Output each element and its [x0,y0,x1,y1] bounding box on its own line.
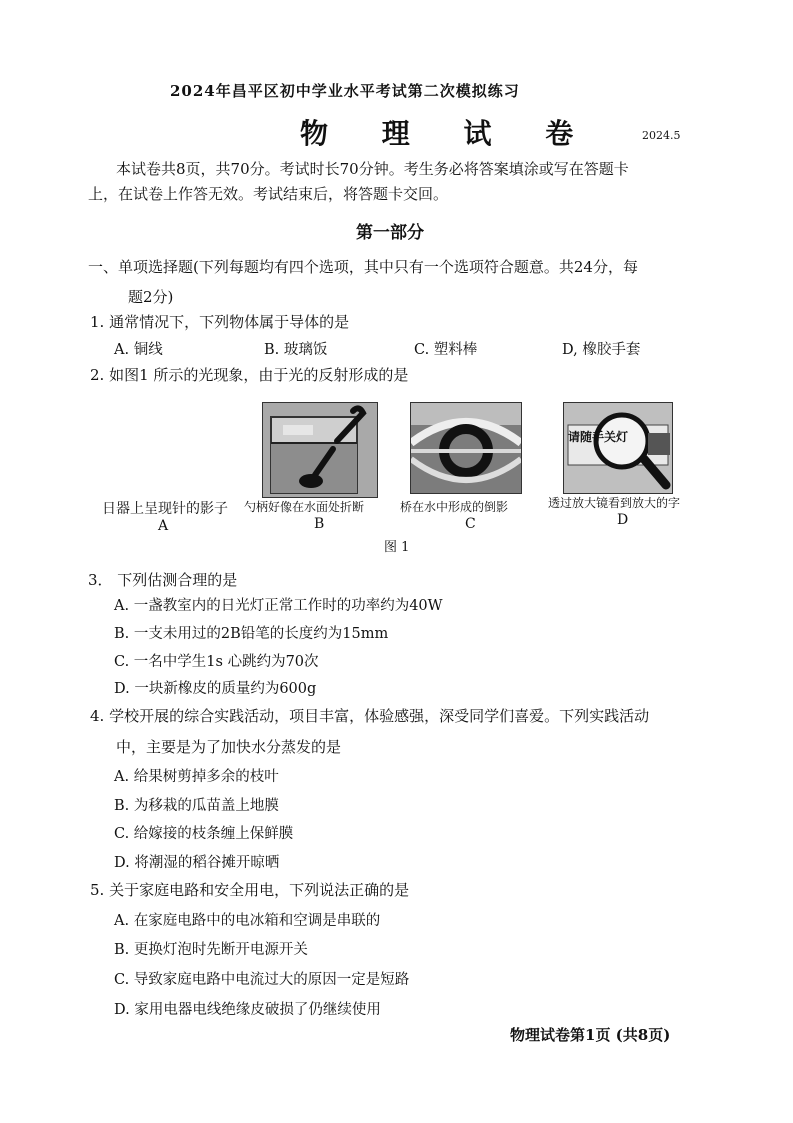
figure-d-magnifier-sign [563,402,673,494]
letter-c: C [465,516,476,532]
caption-b: 勺柄好像在水面处折断 [244,500,365,514]
part-title: 第一部分 [356,223,424,243]
spoon-glass-icon [263,403,377,497]
q5-option-a: A. 在家庭电路中的电冰箱和空调是串联的 [114,913,381,929]
section-heading-line-2: 题2分) [128,288,174,306]
exam-date: 2024.5 [642,129,681,142]
figure-c-bridge-reflection [410,402,522,494]
q2-stem: 2. 如图1 所示的光现象，由于光的反射形成的是 [90,366,409,384]
q3-option-a: A. 一盏教室内的日光灯正常工作时的功率约为40W [114,598,443,614]
q3-option-b: B. 一支未用过的2B铅笔的长度约为15mm [114,626,389,642]
q5-option-c: C. 导致家庭电路中电流过大的原因一定是短路 [114,972,410,988]
q3-stem: 3． 下列估测合理的是 [88,571,238,589]
q4-option-a: A. 给果树剪掉多余的枝叶 [114,769,279,785]
letter-b: B [314,516,325,532]
figure-b-spoon-in-water [262,402,378,498]
q3-option-d: D. 一块新橡皮的质量约为600g [114,681,317,697]
q1-stem: 1. 通常情况下，下列物体属于导体的是 [90,313,350,331]
q5-option-d: D. 家用电器电线绝缘皮破损了仍继续使用 [114,1002,381,1018]
caption-d: 透过放大镜看到放大的字 [548,496,681,510]
figure-label: 图 1 [384,540,410,555]
section-heading-line-1: 一、单项选择题(下列每题均有四个选项，其中只有一个选项符合题意。共24分，每 [88,258,638,276]
magnifier-icon [564,403,672,493]
page-footer: 物理试卷第1页 (共8页) [510,1026,671,1044]
q1-option-b: B. 玻璃饭 [264,342,328,358]
q1-option-d: D, 橡胶手套 [562,342,641,358]
q5-stem: 5. 关于家庭电路和安全用电，下列说法正确的是 [90,881,410,899]
subject-title: 物 理 试 卷 [300,117,596,150]
q4-stem-line-2: 中，主要是为了加快水分蒸发的是 [116,738,342,756]
q4-option-b: B. 为移栽的瓜苗盖上地膜 [114,798,279,814]
caption-a: 日器上呈现针的影子 [102,501,228,517]
q4-option-d: D. 将潮湿的稻谷摊开晾晒 [114,855,280,871]
letter-a: A [158,518,169,534]
intro-line-1: 本试卷共8页，共70分。考试时长70分钟。考生务必将答案填涂或写在答题卡 [116,160,629,178]
q5-option-b: B. 更换灯泡时先断开电源开关 [114,942,308,958]
figure-d-sign-text: 请随手关灯 [568,430,629,444]
q1-option-a: A. 铜线 [114,342,163,358]
letter-d: D [617,512,629,528]
q4-stem-line-1: 4. 学校开展的综合实践活动，项目丰富，体验感强，深受同学们喜爱。下列实践活动 [90,707,650,725]
q4-option-c: C. 给嫁接的枝条缠上保鲜膜 [114,826,294,842]
q3-option-c: C. 一名中学生1s 心跳约为70次 [114,654,319,670]
exam-title: 2024年昌平区初中学业水平考试第二次模拟练习 [170,82,520,100]
caption-c: 桥在水中形成的倒影 [400,500,509,514]
bridge-icon [411,403,521,493]
q1-option-c: C. 塑料棒 [414,342,478,358]
intro-line-2: 上，在试卷上作答无效。考试结束后，将答题卡交回。 [88,185,449,203]
